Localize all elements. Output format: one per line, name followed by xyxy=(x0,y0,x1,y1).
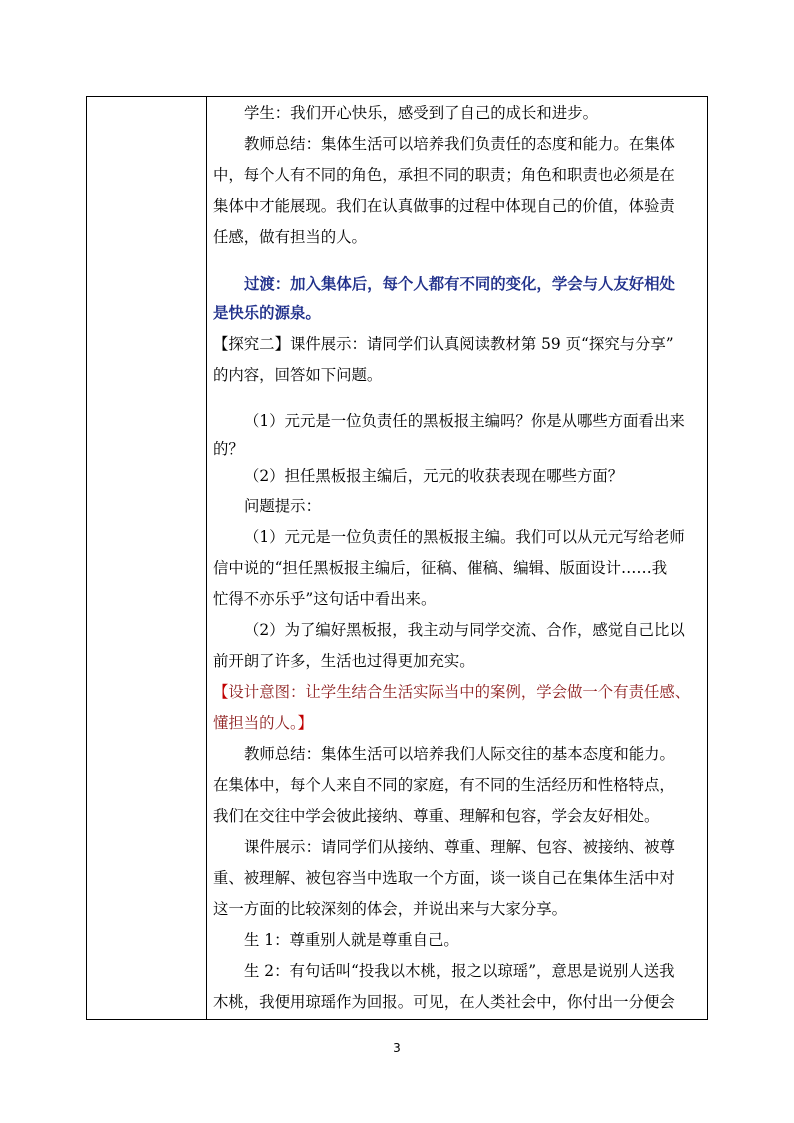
page-number: 3 xyxy=(393,1041,401,1055)
text-line: 生 2：有句话叫“投我以木桃，报之以琼瑶”，意思是说别人送我 xyxy=(244,962,675,980)
text-line: 教师总结：集体生活可以培养我们人际交往的基本态度和能力。 xyxy=(244,745,675,763)
text-line: 生 1：尊重别人就是尊重自己。 xyxy=(244,931,459,949)
text-line: 中，每个人有不同的角色，承担不同的职责；角色和职责也必须是在 xyxy=(213,166,675,184)
text-line: 木桃，我便用琼瑶作为回报。可见，在人类社会中，你付出一分便会 xyxy=(213,993,675,1011)
text-line: 这一方面的比较深刻的体会，并说出来与大家分享。 xyxy=(213,900,567,918)
text-line: 信中说的“担任黑板报主编后，征稿、催稿、编辑、版面设计……我 xyxy=(213,559,668,577)
design-intent-text: 设计意图：让学生结合生活实际当中的案例，学会做一个有责任感、 xyxy=(228,683,691,701)
text-line: （1）元元是一位负责任的黑板报主编吗？你是从哪些方面看出来 xyxy=(244,412,685,430)
text-line: 忙得不亦乐乎”这句话中看出来。 xyxy=(213,590,437,608)
transition-line: 是快乐的源泉。 xyxy=(213,304,321,322)
lesson-content-cell xyxy=(207,97,707,1019)
text-line: 的内容，回答如下问题。 xyxy=(213,366,383,384)
design-intent-text: 懂担当的人。 xyxy=(213,714,298,732)
text-line: （2）为了编好黑板报，我主动与同学交流、合作，感觉自己比以 xyxy=(244,621,685,639)
transition-line: 过渡：加入集体后，每个人都有不同的变化，学会与人友好相处 xyxy=(244,275,675,293)
text-line: 【探究二】课件展示：请同学们认真阅读教材第 59 页“探究与分享” xyxy=(213,335,674,353)
text-line: 问题提示： xyxy=(244,497,321,515)
text-line: 任感，做有担当的人。 xyxy=(213,228,367,246)
text-line: 我们在交往中学会彼此接纳、尊重、理解和包容，学会友好相处。 xyxy=(213,807,660,825)
text-line: 课件展示：请同学们从接纳、尊重、理解、包容、被接纳、被尊 xyxy=(244,838,675,856)
text-line: （1）元元是一位负责任的黑板报主编。我们可以从元元写给老师 xyxy=(244,528,685,546)
text-line: 前开朗了许多，生活也过得更加充实。 xyxy=(213,652,475,670)
text-line: 集体中才能展现。我们在认真做事的过程中体现自己的价值，体验责 xyxy=(213,197,675,215)
design-intent-line xyxy=(213,708,705,739)
lesson-table xyxy=(86,96,708,1020)
bracket-open: 【 xyxy=(213,683,229,701)
design-intent-line xyxy=(213,677,705,708)
text-line: 教师总结：集体生活可以培养我们负责任的态度和能力。在集体 xyxy=(244,135,675,153)
text-line: 的？ xyxy=(213,440,244,458)
text-line: 重、被理解、被包容当中选取一个方面，谈一谈自己在集体生活中对 xyxy=(213,869,675,887)
bracket-close: 】 xyxy=(297,714,314,732)
text-line: 在集体中，每个人来自不同的家庭，有不同的生活经历和性格特点， xyxy=(213,776,675,794)
text-line: （2）担任黑板报主编后，元元的收获表现在哪些方面？ xyxy=(244,467,624,485)
text-line: 学生：我们开心快乐，感受到了自己的成长和进步。 xyxy=(244,104,598,122)
